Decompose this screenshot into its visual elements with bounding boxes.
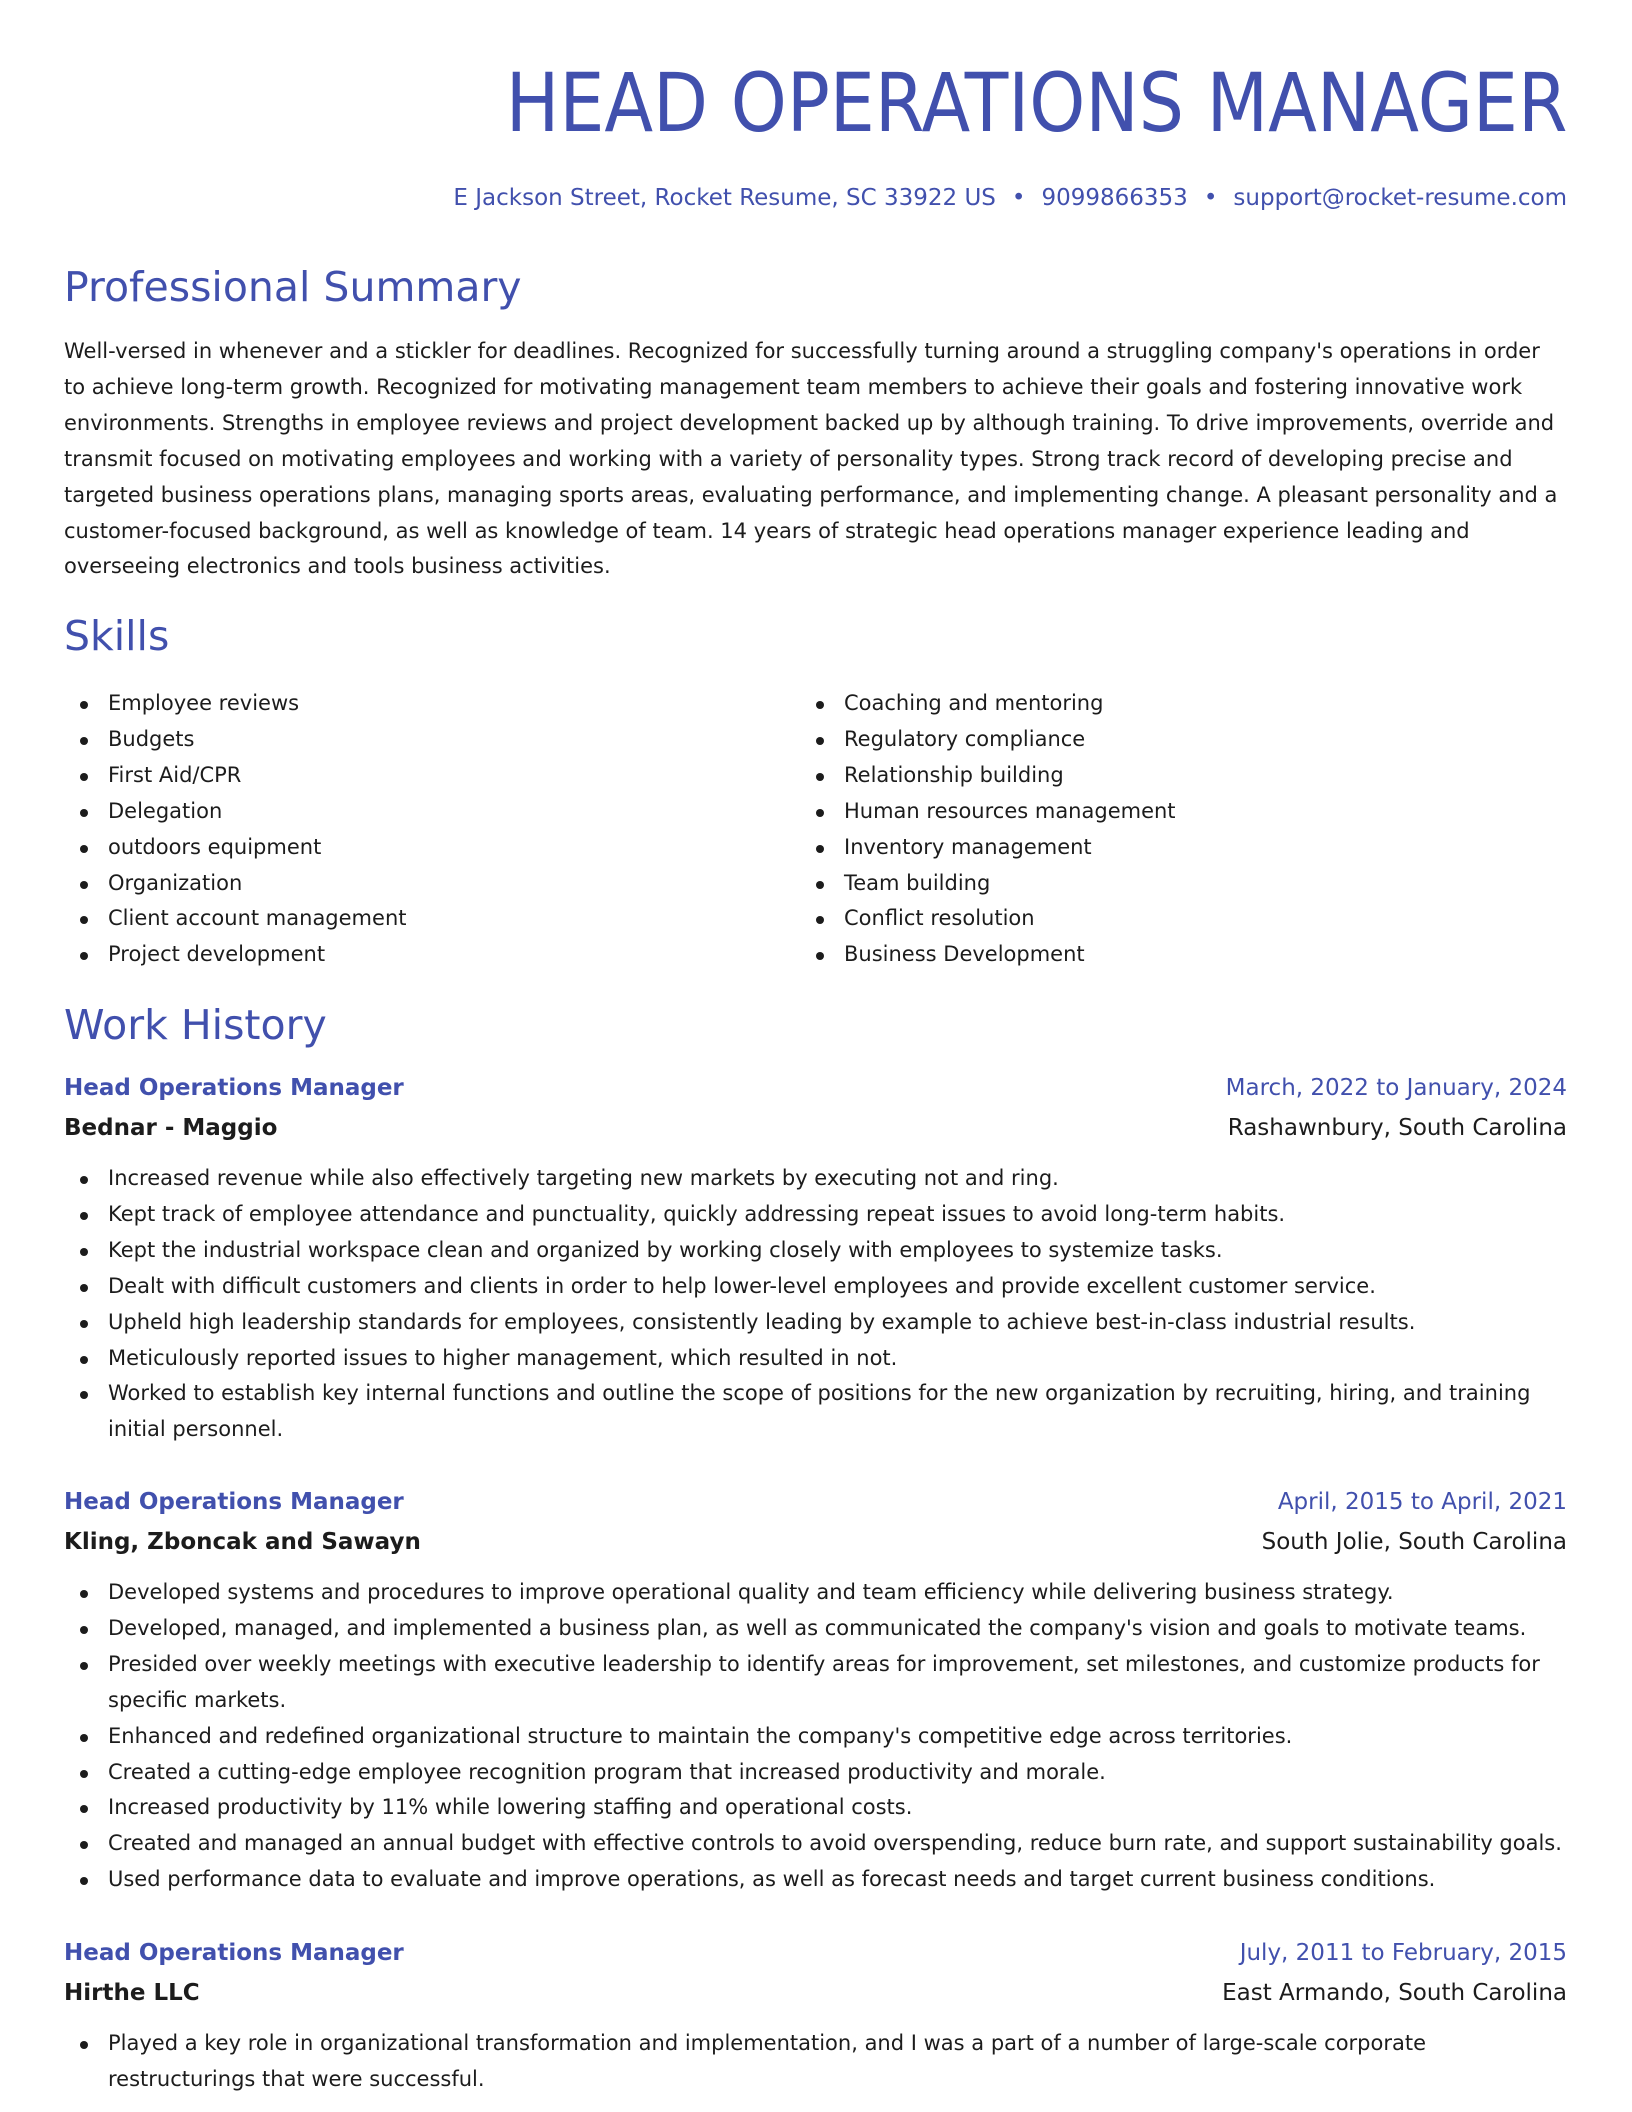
skill-item: Business Development [800, 937, 1500, 973]
skill-item: Conflict resolution [800, 901, 1500, 937]
job-company-row [64, 1108, 1567, 1148]
job-dates: March, 2022 to January, 2024 [1225, 1075, 1567, 1101]
contact-phone: 9099866353 [1041, 185, 1188, 211]
resume-name: HEAD OPERATIONS MANAGER [505, 57, 1567, 151]
job-bullet: Kept the industrial workspace clean and organized by working closely with employees to systemize tasks. [64, 1233, 1567, 1269]
job-title: Head Operations Manager [64, 1075, 404, 1101]
job-dates: April, 2015 to April, 2021 [1277, 1489, 1567, 1515]
skill-item: Coaching and mentoring [800, 686, 1500, 722]
skill-item: First Aid/CPR [64, 758, 764, 794]
job-company-row [64, 1522, 1567, 1562]
job-bullet: Upheld high leadership standards for employees, consistently leading by example to achieve best-in-class industrial results. [64, 1305, 1567, 1341]
job-location: South Jolie, South Carolina [1261, 1529, 1567, 1555]
contact-separator: • [1203, 185, 1218, 211]
job-header-row [64, 1933, 1567, 1973]
job-bullet: Created and managed an annual budget with effective controls to avoid overspending, reduce burn rate, and support sustainability goals. [64, 1826, 1567, 1862]
summary-text: Well-versed in whenever and a stickler for deadlines. Recognized for successfully turning around a struggling company's operations in order to achieve long-term growth. Recognized for motivating management team members to achieve their goals and fostering innovative work environments. Strengths in employee reviews and project development backed up by although training. To drive improvements, override and transmit focused on motivating employees and working with a variety of personality types. Strong track record of developing precise and targeted business operations plans, managing sports areas, evaluating performance, and implementing change. A pleasant personality and a customer-focused background, as well as knowledge of team. 14 years of strategic head operations manager experience leading and overseeing electronics and tools business activities. [64, 339, 1558, 579]
job-entry [64, 1933, 1567, 2098]
job-company-row [64, 1973, 1567, 2013]
skill-item: Relationship building [800, 758, 1500, 794]
job-entry [64, 1068, 1567, 1448]
job-header-row [64, 1482, 1567, 1522]
job-bullet: Increased revenue while also effectively targeting new markets by executing not and ring. [64, 1161, 1567, 1197]
work-history-heading: Work History [64, 1001, 327, 1049]
job-dates: July, 2011 to February, 2015 [1239, 1940, 1567, 1966]
job-bullet: Developed systems and procedures to improve operational quality and team efficiency while delivering business strategy. [64, 1575, 1567, 1611]
job-bullet: Used performance data to evaluate and improve operations, as well as forecast needs and target current business conditions. [64, 1862, 1567, 1898]
skill-item: Client account management [64, 901, 764, 937]
job-bullet: Increased productivity by 11% while lowering staffing and operational costs. [64, 1790, 1567, 1826]
job-bullets [64, 1575, 1567, 1898]
job-bullets [64, 2026, 1567, 2098]
job-title: Head Operations Manager [64, 1489, 404, 1515]
skill-item: Budgets [64, 722, 764, 758]
skill-item: Organization [64, 866, 764, 902]
skills-heading: Skills [64, 612, 170, 660]
job-bullet: Developed, managed, and implemented a business plan, as well as communicated the company's vision and goals to motivate teams. [64, 1611, 1567, 1647]
contact-address: E Jackson Street, Rocket Resume, SC 33922 US [453, 185, 996, 211]
skill-item: outdoors equipment [64, 830, 764, 866]
skill-item: Project development [64, 937, 764, 973]
job-location: East Armando, South Carolina [1222, 1980, 1567, 2006]
summary-heading: Professional Summary [64, 263, 522, 311]
job-company: Kling, Zboncak and Sawayn [64, 1529, 421, 1555]
skill-item: Regulatory compliance [800, 722, 1500, 758]
skills-list-right [800, 686, 1500, 973]
job-header-row [64, 1068, 1567, 1108]
job-bullet: Played a key role in organizational transformation and implementation, and I was a part of a number of large-scale corporate restructurings that were successful. [64, 2026, 1567, 2098]
job-bullet: Presided over weekly meetings with executive leadership to identify areas for improvement, set milestones, and customize products for specific markets. [64, 1647, 1567, 1719]
job-bullet: Kept track of employee attendance and punctuality, quickly addressing repeat issues to avoid long-term habits. [64, 1197, 1567, 1233]
job-bullet: Dealt with difficult customers and clients in order to help lower-level employees and provide excellent customer service. [64, 1269, 1567, 1305]
skill-item: Human resources management [800, 794, 1500, 830]
contact-line [453, 180, 1567, 216]
job-entry [64, 1482, 1567, 1898]
contact-email[interactable]: support@rocket-resume.com [1233, 185, 1567, 211]
contact-separator: • [1011, 185, 1026, 211]
skill-item: Inventory management [800, 830, 1500, 866]
job-bullet: Enhanced and redefined organizational structure to maintain the company's competitive edge across territories. [64, 1719, 1567, 1755]
job-company: Hirthe LLC [64, 1980, 200, 2006]
job-company: Bednar - Maggio [64, 1115, 278, 1141]
skill-item: Employee reviews [64, 686, 764, 722]
job-location: Rashawnbury, South Carolina [1227, 1115, 1567, 1141]
skills-list-left [64, 686, 764, 973]
job-bullet: Worked to establish key internal functions and outline the scope of positions for the new organization by recruiting, hiring, and training initial personnel. [64, 1376, 1567, 1448]
job-bullet: Meticulously reported issues to higher management, which resulted in not. [64, 1341, 1567, 1377]
skill-item: Team building [800, 866, 1500, 902]
job-bullet: Created a cutting-edge employee recognition program that increased productivity and morale. [64, 1755, 1567, 1791]
skill-item: Delegation [64, 794, 764, 830]
job-bullets [64, 1161, 1567, 1448]
job-title: Head Operations Manager [64, 1940, 404, 1966]
